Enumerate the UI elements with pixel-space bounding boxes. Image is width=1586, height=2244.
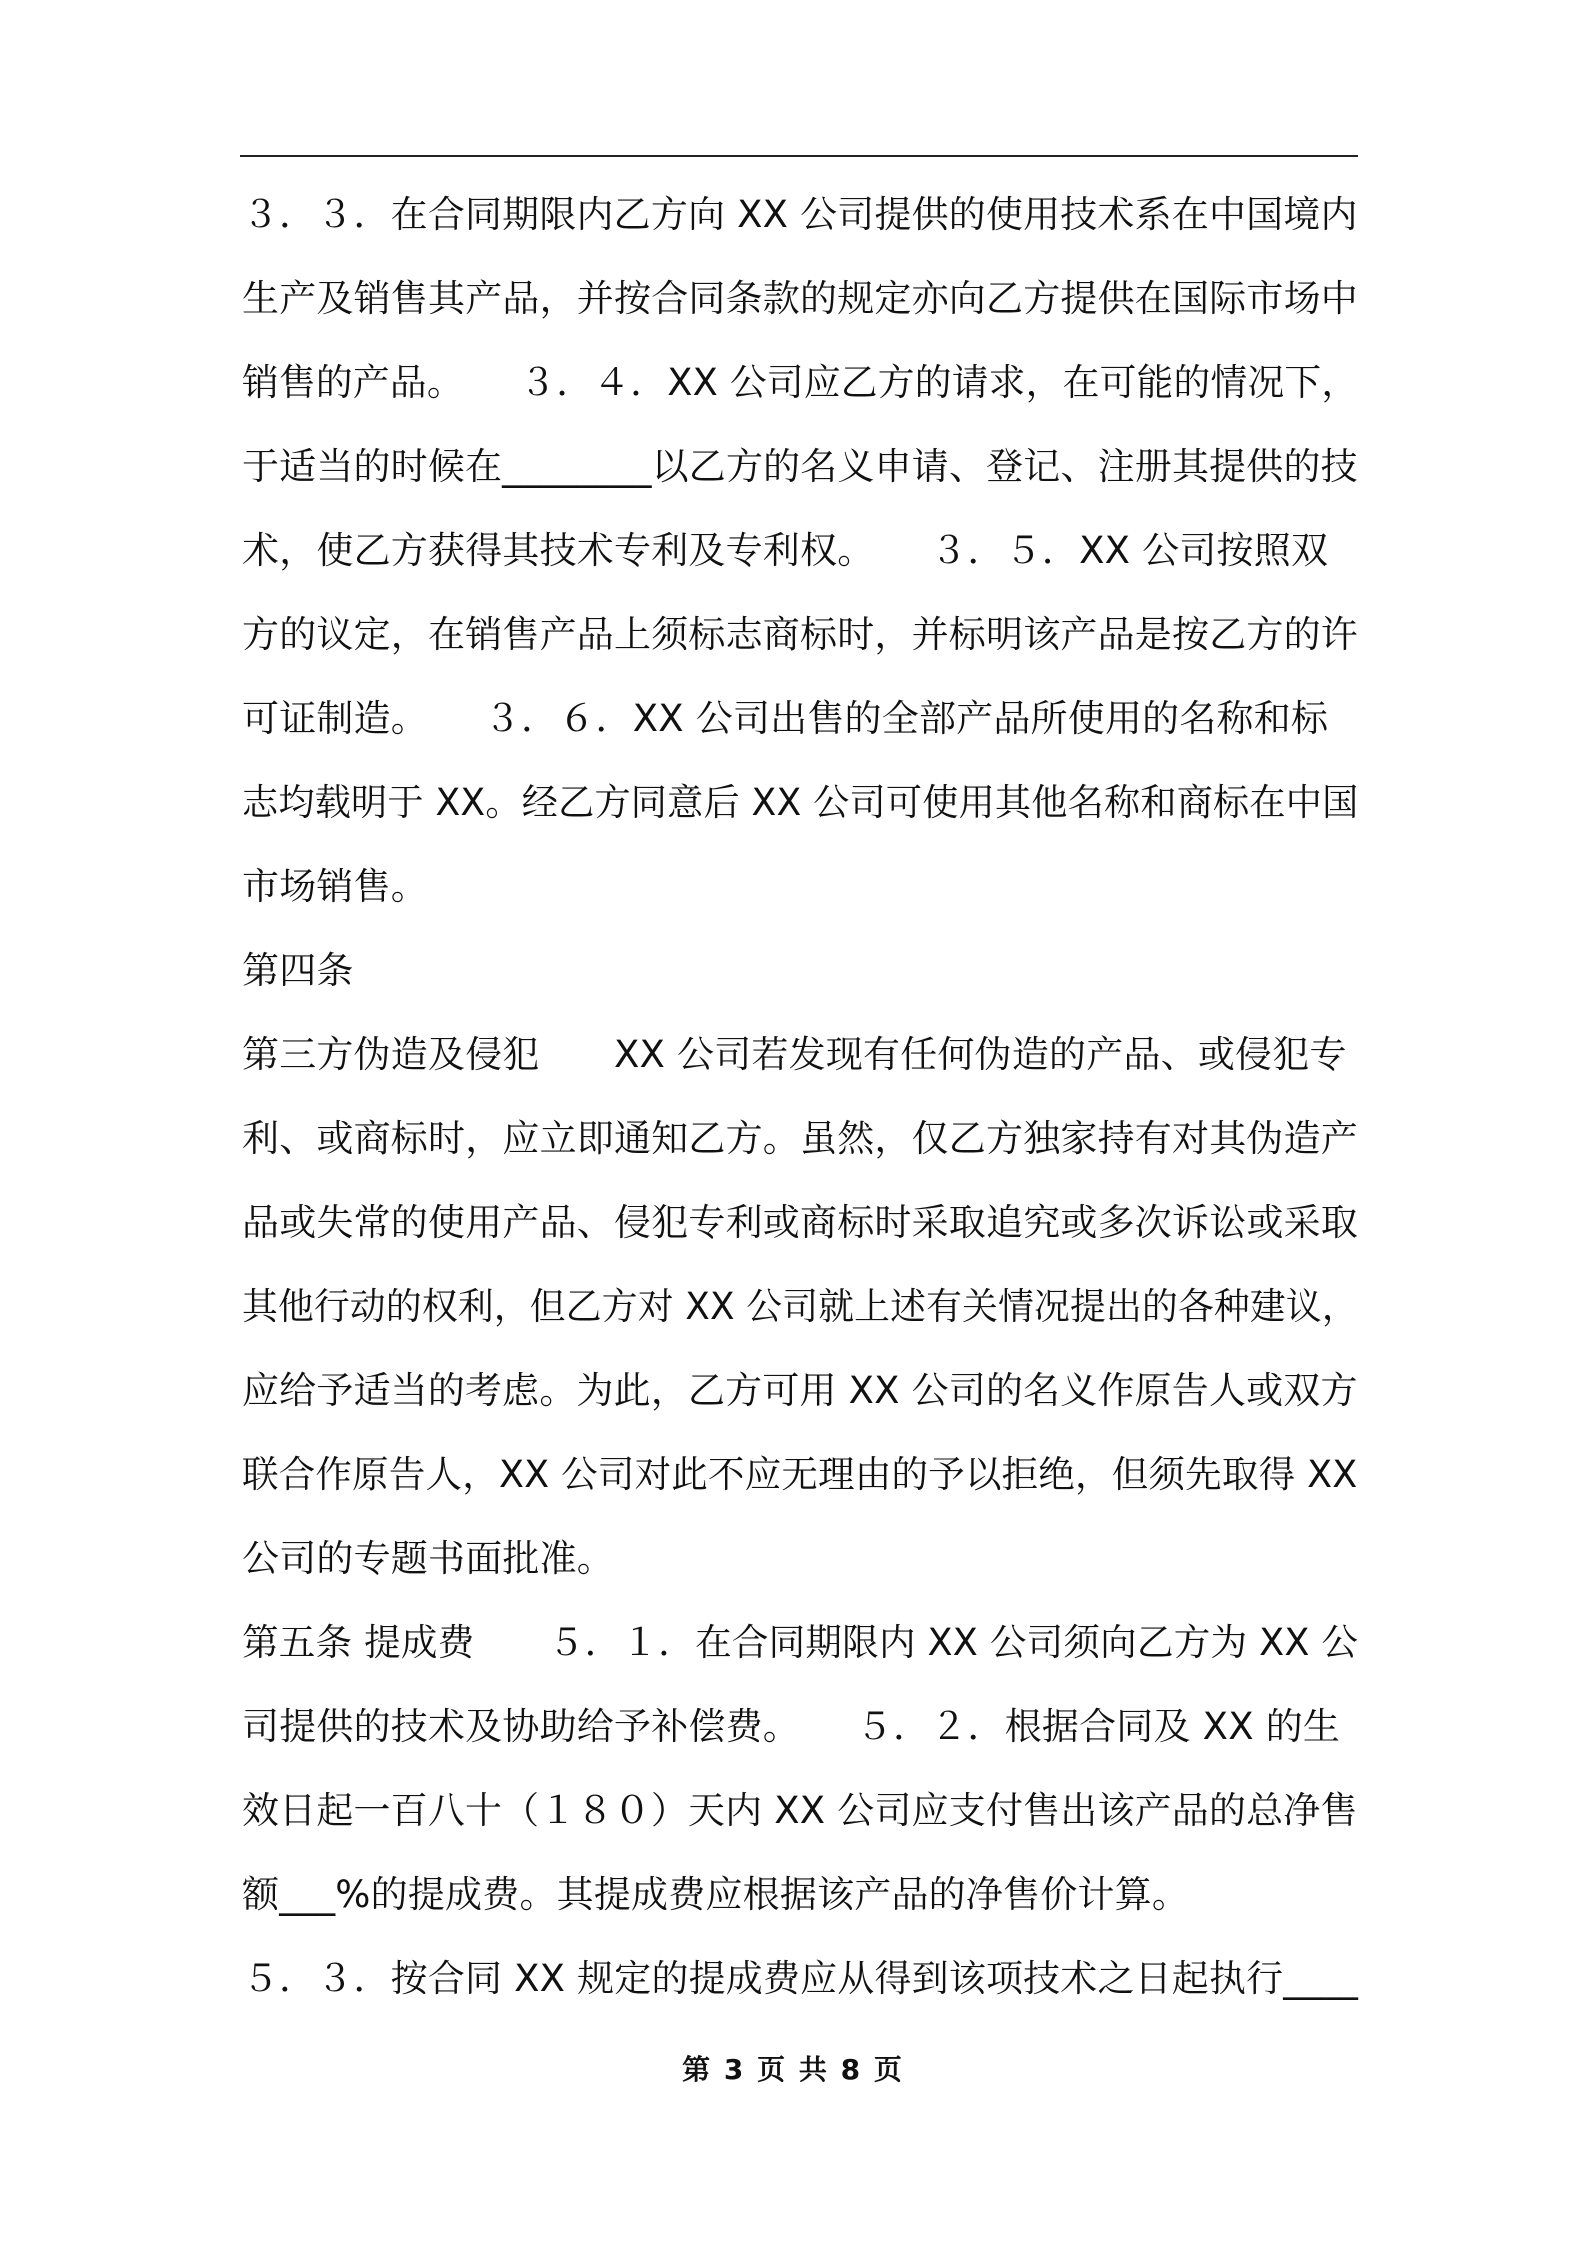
text-line: 于适当的时候在________以乙方的名义申请、登记、注册其提供的技	[242, 445, 1358, 488]
text-line: 方的议定，在销售产品上须标志商标时，并标明该产品是按乙方的许	[242, 613, 1358, 656]
text-line: 利、或商标时，应立即通知乙方。虽然，仅乙方独家持有对其伪造产	[242, 1117, 1358, 1160]
text-line: 联合作原告人，XX 公司对此不应无理由的予以拒绝，但须先取得 XX	[242, 1453, 1358, 1496]
text-line: 生产及销售其产品，并按合同条款的规定亦向乙方提供在国际市场中	[242, 277, 1358, 320]
text-line: 市场销售。	[242, 865, 428, 908]
text-line: 品或失常的使用产品、侵犯专利或商标时采取追究或多次诉讼或采取	[242, 1201, 1358, 1244]
text-line: 销售的产品。 ３．４．XX 公司应乙方的请求，在可能的情况下，	[242, 361, 1359, 404]
section-heading: 第四条	[242, 949, 354, 992]
text-line: 应给予适当的考虑。为此，乙方可用 XX 公司的名义作原告人或双方	[242, 1369, 1358, 1412]
text-line: ５．３．按合同 XX 规定的提成费应从得到该项技术之日起执行____	[242, 1957, 1359, 2000]
page-number: 第 3 页 共 8 页	[682, 2053, 904, 2086]
text-line: 第五条 提成费 ５．１．在合同期限内 XX 公司须向乙方为 XX 公	[242, 1621, 1359, 1664]
text-line: 第三方伪造及侵犯 XX 公司若发现有任何伪造的产品、或侵犯专	[242, 1033, 1347, 1076]
text-line: ３．３．在合同期限内乙方向 XX 公司提供的使用技术系在中国境内	[242, 193, 1358, 236]
text-line: 志均载明于 XX。经乙方同意后 XX 公司可使用其他名称和商标在中国	[242, 781, 1359, 824]
text-line: 公司的专题书面批准。	[242, 1537, 614, 1580]
text-line: 效日起一百八十（１８０）天内 XX 公司应支付售出该产品的总净售	[242, 1789, 1358, 1832]
header-rule	[240, 155, 1358, 157]
text-line: 可证制造。 ３．６．XX 公司出售的全部产品所使用的名称和标	[242, 697, 1329, 740]
text-line: 其他行动的权利，但乙方对 XX 公司就上述有关情况提出的各种建议，	[242, 1285, 1358, 1328]
text-line: 司提供的技术及协助给予补偿费。 ５．２．根据合同及 XX 的生	[242, 1705, 1341, 1748]
text-line: 术，使乙方获得其技术专利及专利权。 ３．５．XX 公司按照双	[242, 529, 1329, 572]
text-line: 额___%的提成费。其提成费应根据该产品的净售价计算。	[242, 1873, 1190, 1916]
